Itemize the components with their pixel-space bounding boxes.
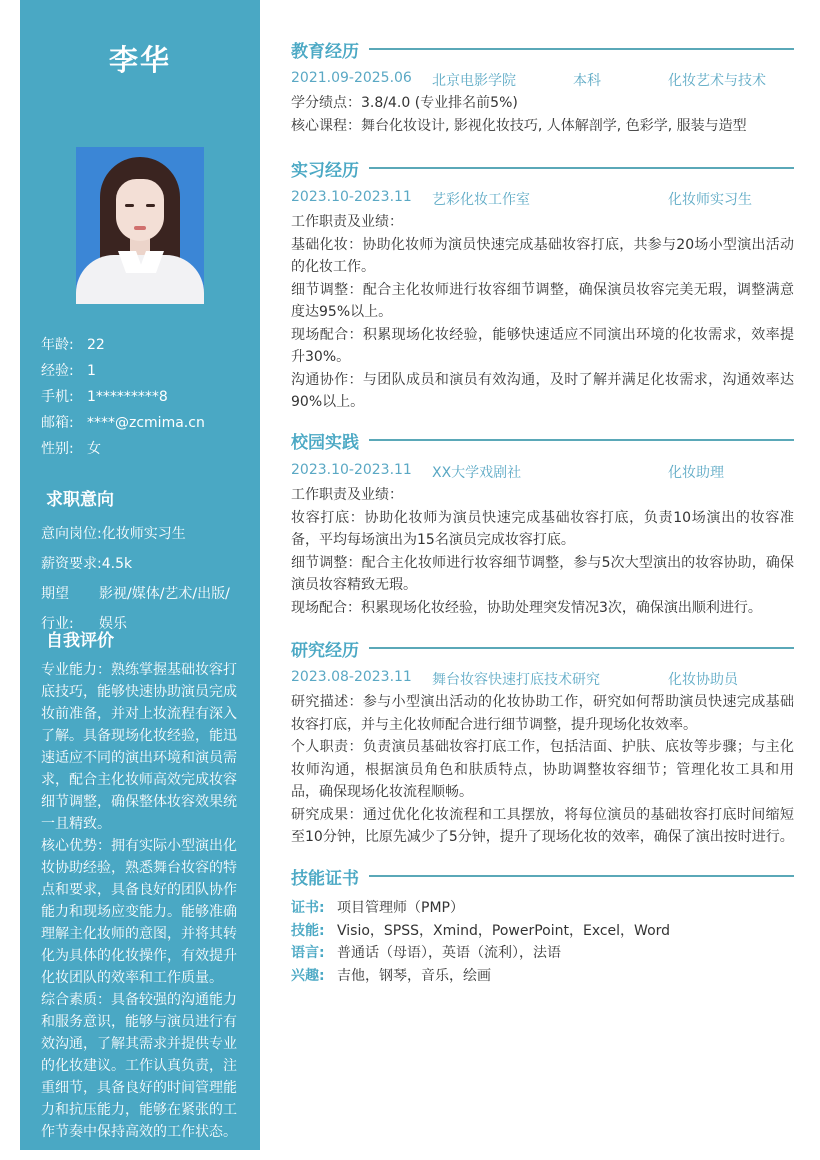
info-value: 女 <box>87 441 101 457</box>
detail-line: 沟通协作：与团队成员和演员有效沟通，及时了解并满足化妆需求，沟通效率达90%以上。 <box>291 371 794 410</box>
research-project: 舞台妆容快速打底技术研究 <box>432 672 600 688</box>
section-title: 校园实践 <box>291 432 359 453</box>
internship-period: 2023.10-2023.11 <box>291 189 412 205</box>
section-title: 技能证书 <box>291 868 359 889</box>
skill-row-software <box>291 920 670 943</box>
skill-label: 技能: <box>291 922 325 939</box>
intent-row-position <box>41 523 241 545</box>
skill-value: 吉他，钢琴，音乐，绘画 <box>337 967 491 984</box>
section-divider <box>369 875 794 877</box>
research-role: 化妆协助员 <box>668 672 738 688</box>
info-value: 1 <box>87 363 96 379</box>
detail-line: 细节调整：配合主化妆师进行妆容细节调整，参与5次大型演出的妆容协助，确保演员妆容精致无瑕。 <box>291 554 794 593</box>
education-meta <box>291 70 794 92</box>
profile-photo <box>76 147 204 304</box>
internship-meta <box>291 189 794 211</box>
research-details <box>291 691 794 849</box>
section-internship-header <box>291 156 794 180</box>
photo-eye-left-shape <box>125 204 134 207</box>
detail-line: 研究描述：参与小型演出活动的化妆协助工作，研究如何帮助演员快速完成基础妆容打底，并与主化妆师配合进行细节调整，提升现场化妆效率。 <box>291 694 794 733</box>
education-details <box>291 92 794 137</box>
internship-role: 化妆师实习生 <box>668 192 752 208</box>
detail-line: 现场配合：积累现场化妆经验，能够快速适应不同演出环境的化妆需求，效率提升30%。 <box>291 326 794 365</box>
intent-label: 薪资要求: <box>41 556 102 572</box>
internship-org: 艺彩化妆工作室 <box>432 192 530 208</box>
section-divider <box>369 647 794 649</box>
skills-list <box>291 897 670 987</box>
section-title: 教育经历 <box>291 41 359 62</box>
self-eval-paragraph: 综合素质：具备较强的沟通能力和服务意识，能够与演员进行有效沟通，了解其需求并提供专业的化妆建议。工作认真负责，注重细节，具备良好的时间管理能力和抗压能力，能够在紧张的工作节奏中保持高效的工作状态。 <box>41 992 237 1140</box>
detail-line: 工作职责及业绩： <box>291 487 403 503</box>
info-value: ****@zcmima.cn <box>87 415 205 431</box>
section-title: 实习经历 <box>291 160 359 181</box>
info-row-gender <box>41 438 205 464</box>
section-divider <box>369 167 794 169</box>
intent-label: 期望行业: <box>41 586 74 632</box>
section-divider <box>369 48 794 50</box>
skill-value: 项目管理师（PMP） <box>337 900 464 916</box>
education-school: 北京电影学院 <box>432 73 516 89</box>
skill-row-interests <box>291 965 670 988</box>
education-period: 2021.09-2025.06 <box>291 70 412 86</box>
intent-label: 意向岗位: <box>41 526 102 542</box>
intent-value: 4.5k <box>101 556 133 572</box>
self-evaluation <box>41 659 243 1143</box>
detail-line: 工作职责及业绩： <box>291 214 403 230</box>
section-campus-header <box>291 428 794 452</box>
section-education-header <box>291 37 794 61</box>
intent-value: 影视/媒体/艺术/出版/娱乐 <box>99 586 230 632</box>
skill-value: Visio，SPSS，Xmind，PowerPoint，Excel，Word <box>337 922 671 939</box>
skill-value: 普通话（母语），英语（流利），法语 <box>337 945 561 961</box>
intent-title: 求职意向 <box>46 490 114 510</box>
skill-label: 语言: <box>291 945 325 961</box>
skill-label: 兴趣: <box>291 967 325 984</box>
campus-meta <box>291 462 794 484</box>
section-title: 研究经历 <box>291 640 359 661</box>
skill-label: 证书: <box>291 900 325 916</box>
detail-line: 基础化妆：协助化妆师为演员快速完成基础妆容打底，共参与20场小型演出活动的化妆工作。 <box>291 236 794 275</box>
info-value: 22 <box>87 337 105 353</box>
info-label: 邮箱: <box>41 415 74 431</box>
detail-line: 个人职责：负责演员基础妆容打底工作，包括洁面、护肤、底妆等步骤；与主化妆师沟通，根据演员角色和肤质特点，协助调整妆容细节；管理化妆工具和用品，确保现场化妆流程顺畅。 <box>291 739 794 800</box>
info-row-experience <box>41 360 205 386</box>
campus-org: XX大学戏剧社 <box>432 465 522 481</box>
section-skills-header <box>291 864 794 888</box>
skill-row-certificate <box>291 897 670 920</box>
section-divider <box>369 439 794 441</box>
photo-eye-right-shape <box>146 204 155 207</box>
campus-period: 2023.10-2023.11 <box>291 462 412 478</box>
info-label: 手机: <box>41 389 74 405</box>
info-label: 经验: <box>41 363 74 379</box>
info-row-email <box>41 412 205 438</box>
detail-line: 研究成果：通过优化化妆流程和工具摆放，将每位演员的基础妆容打底时间缩短至10分钟，比原先减少了5分钟，提升了现场化妆的效率，确保了演出按时进行。 <box>291 806 794 845</box>
section-research-header <box>291 636 794 660</box>
info-row-phone <box>41 386 205 412</box>
education-major: 化妆艺术与技术 <box>668 73 766 89</box>
skill-row-language <box>291 942 670 965</box>
basic-info <box>41 334 205 464</box>
info-row-age <box>41 334 205 360</box>
photo-lip-shape <box>134 226 146 230</box>
sidebar <box>20 0 260 1150</box>
detail-line: 现场配合：积累现场化妆经验，协助处理突发情况3次，确保演出顺利进行。 <box>291 599 762 616</box>
self-eval-paragraph: 专业能力：熟练掌握基础妆容打底技巧，能够快速协助演员完成妆前准备，并对上妆流程有深入了解。具备现场化妆经验，能迅速适应不同的演出环境和演员需求，配合主化妆师高效完成妆容细节调整，确保整体妆容效果统一且精致。 <box>41 662 237 832</box>
self-eval-paragraph: 核心优势：拥有实际小型演出化妆协助经验，熟悉舞台妆容的特点和要求，具备良好的团队协作能力和现场应变能力。能够准确理解主化妆师的意图，并将其转化为具体的化妆操作，有效提升化妆团队的效率和工作质量。 <box>41 838 237 986</box>
self-eval-title: 自我评价 <box>46 631 114 651</box>
detail-line: 学分绩点：3.8/4.0 (专业排名前5%) <box>291 95 518 111</box>
intent-value: 化妆师实习生 <box>101 526 186 542</box>
intent-row-salary <box>41 553 241 575</box>
candidate-name: 李华 <box>108 43 171 77</box>
info-label: 性别: <box>41 441 74 457</box>
detail-line: 妆容打底：协助化妆师为演员快速完成基础妆容打底，负责10场演出的妆容准备，平均每场演出为15名演员完成妆容打底。 <box>291 509 794 548</box>
info-value: 1*********8 <box>87 389 168 405</box>
detail-line: 细节调整：配合主化妆师进行妆容细节调整，确保演员妆容完美无瑕，调整满意度达95%以上。 <box>291 281 794 320</box>
research-period: 2023.08-2023.11 <box>291 669 412 685</box>
detail-line: 核心课程：舞台化妆设计, 影视化妆技巧, 人体解剖学, 色彩学, 服装与造型 <box>291 117 747 134</box>
research-meta <box>291 669 794 691</box>
internship-details <box>291 211 794 414</box>
campus-details <box>291 484 794 619</box>
education-degree: 本科 <box>573 73 601 89</box>
info-label: 年龄: <box>41 337 74 353</box>
campus-role: 化妆助理 <box>668 465 724 481</box>
photo-face-shape <box>116 179 164 241</box>
